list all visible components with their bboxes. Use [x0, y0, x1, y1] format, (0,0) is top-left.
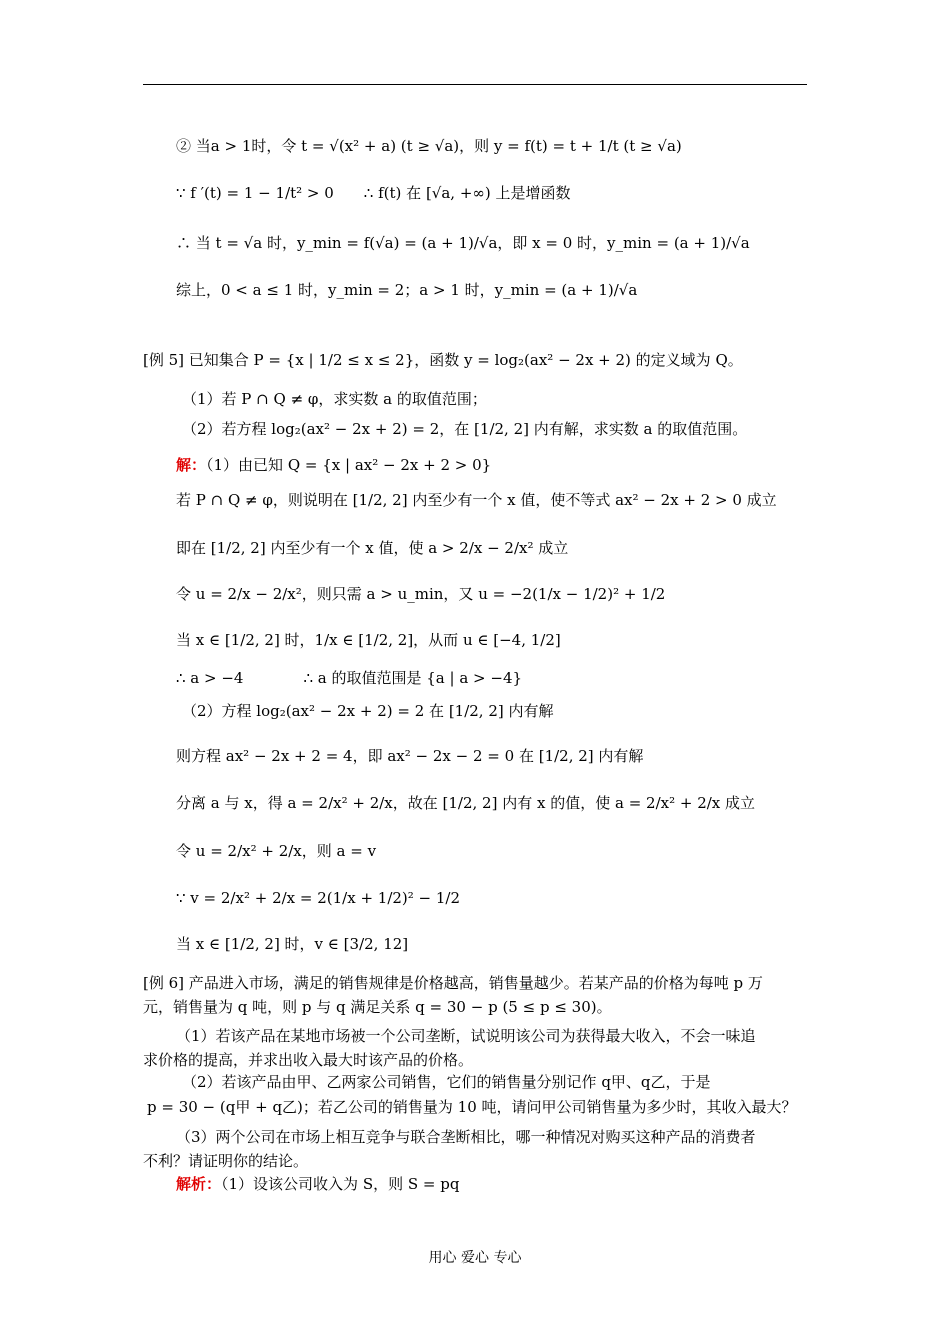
text-line: ∵ f ′(t) = 1 − 1/t² > 0 ∴ f(t) 在 [√a, +∞) 上是增函数 [176, 184, 571, 202]
text-line: 元，销售量为 q 吨，则 p 与 q 满足关系 q = 30 − p (5 ≤ p ≤ 30)。 [143, 998, 612, 1016]
text-line: （3）两个公司在市场上相互竞争与联合垄断相比，哪一种情况对购买这种产品的消费者 [176, 1128, 756, 1146]
text-line: （2）方程 log₂(ax² − 2x + 2) = 2 在 [1/2, 2] 内有解 [182, 702, 554, 720]
text-line: 当 x ∈ [1/2, 2] 时，v ∈ [3/2, 12] [176, 935, 409, 953]
analysis-label: 解析： [176, 1175, 222, 1193]
text-line: 不利？请证明你的结论。 [143, 1152, 309, 1170]
text-line: ∵ v = 2/x² + 2/x = 2(1/x + 1/2)² − 1/2 [176, 889, 461, 907]
text-line: 则方程 ax² − 2x + 2 = 4，即 ax² − 2x − 2 = 0 在 [1/2, 2] 内有解 [176, 747, 644, 765]
solution-line [176, 455, 491, 475]
text-line: 当 x ∈ [1/2, 2] 时，1/x ∈ [1/2, 2]，从而 u ∈ [−4, 1/2] [176, 631, 561, 649]
text-line: ∴ 当 t = √a 时，y_min = f(√a) = (a + 1)/√a，即 x = 0 时，y_min = (a + 1)/√a [176, 234, 750, 252]
text-line: p = 30 − (q甲 + q乙)；若乙公司的销售量为 10 吨，请问甲公司销售量为多少时，其收入最大？ [147, 1098, 797, 1116]
text-line: 综上，0 < a ≤ 1 时，y_min = 2；a > 1 时，y_min = (a + 1)/√a [176, 281, 638, 299]
text-line: 若 P ∩ Q ≠ φ，则说明在 [1/2, 2] 内至少有一个 x 值，使不等式 ax² − 2x + 2 > 0 成立 [176, 491, 777, 509]
analysis-line [176, 1174, 459, 1194]
page-footer: 用心 爱心 专心 [428, 1250, 522, 1266]
text-line: （1）若该产品在某地市场被一个公司垄断，试说明该公司为获得最大收入，不会一味追 [176, 1027, 756, 1045]
text-line: 分离 a 与 x，得 a = 2/x² + 2/x，故在 [1/2, 2] 内有 x 的值，使 a = 2/x² + 2/x 成立 [176, 794, 756, 812]
question-2: （2）若方程 log₂(ax² − 2x + 2) = 2，在 [1/2, 2] 内有解，求实数 a 的取值范围。 [182, 420, 748, 438]
analysis-text: （1）设该公司收入为 S，则 S = pq [221, 1175, 460, 1193]
text-line: 令 u = 2/x² + 2/x，则 a = v [176, 842, 377, 860]
text-line: 求价格的提高，并求出收入最大时该产品的价格。 [143, 1051, 474, 1069]
question-1: （1）若 P ∩ Q ≠ φ，求实数 a 的取值范围； [182, 390, 487, 408]
text-line: 令 u = 2/x − 2/x²，则只需 a > u_min，又 u = −2(1/x − 1/2)² + 1/2 [176, 585, 666, 603]
example-6-heading: [例 6] 产品进入市场，满足的销售规律是价格越高，销售量越少。若某产品的价格为每吨 p 万 [143, 974, 763, 992]
header-rule [143, 84, 807, 85]
solution-label: 解： [176, 456, 207, 474]
solution-text: （1）由已知 Q = {x | ax² − 2x + 2 > 0} [206, 456, 492, 474]
text-line: 即在 [1/2, 2] 内至少有一个 x 值，使 a > 2/x − 2/x² 成立 [176, 539, 569, 557]
text-line: （2）若该产品由甲、乙两家公司销售，它们的销售量分别记作 q甲、q乙，于是 [182, 1073, 711, 1091]
text-line: ∴ a > −4 ∴ a 的取值范围是 {a | a > −4} [176, 669, 523, 687]
text-line: ② 当a > 1时，令 t = √(x² + a) (t ≥ √a)，则 y = f(t) = t + 1/t (t ≥ √a) [176, 137, 682, 155]
example-5-heading: [例 5] 已知集合 P = {x | 1/2 ≤ x ≤ 2}，函数 y = log₂(ax² − 2x + 2) 的定义域为 Q。 [143, 351, 743, 369]
